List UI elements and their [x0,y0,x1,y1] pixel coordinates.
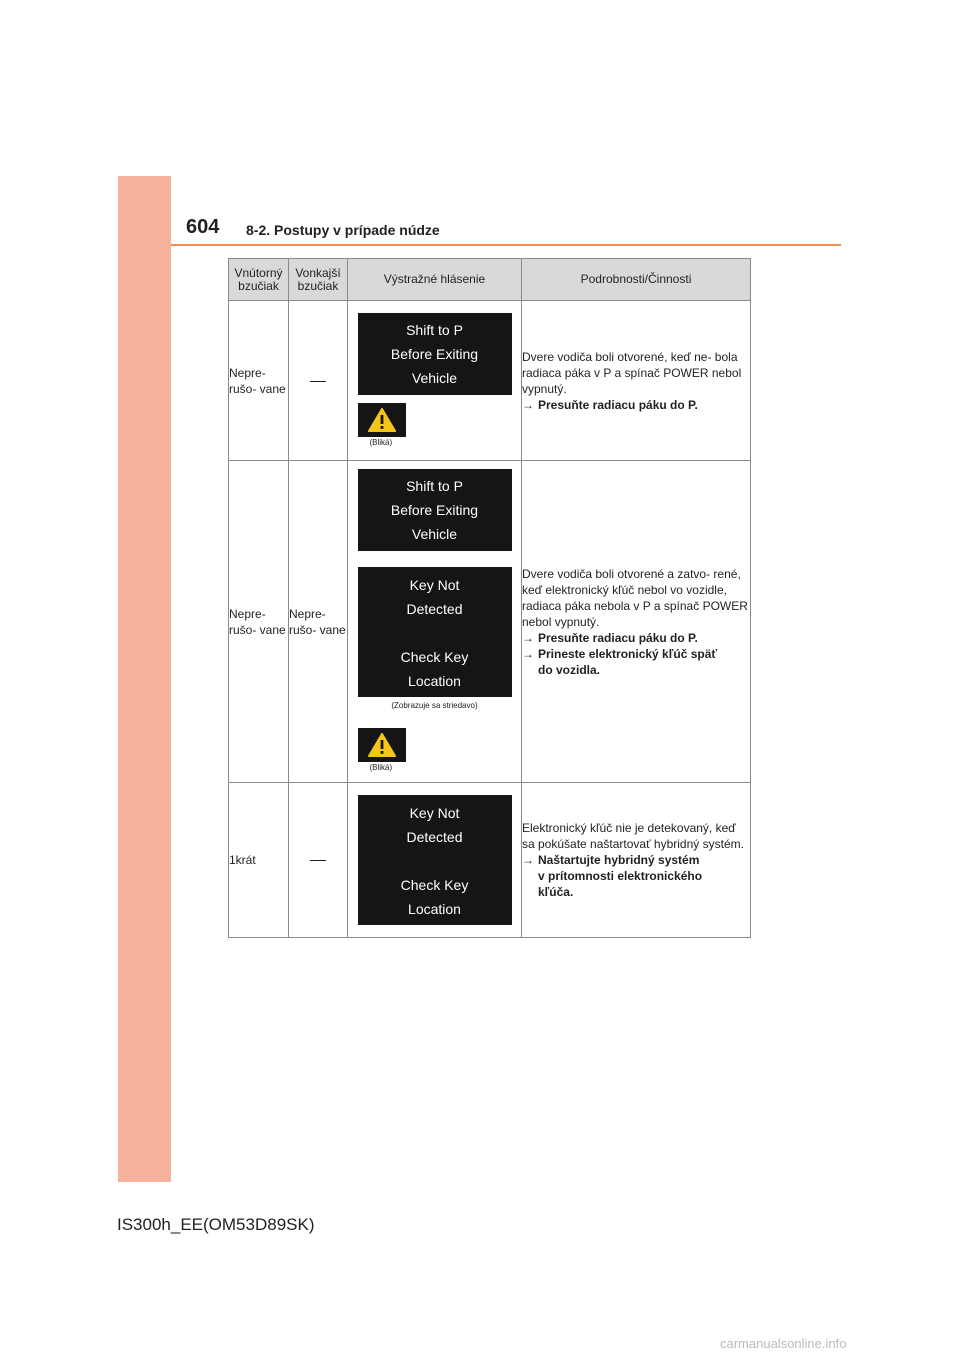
table-row [229,461,751,783]
message-line: Shift to P [406,478,463,494]
external-buzzer-cell [289,783,348,938]
message-line: Key Not [409,805,460,821]
external-buzzer-cell: Nepre- rušo- vane [289,461,348,783]
col-header-internal-buzzer: Vnútorný bzučiak [229,259,289,301]
details-cell [522,783,751,938]
watermark: carmanualsonline.info [720,1336,847,1351]
table-row [229,301,751,461]
message-line: Check Key [400,877,469,893]
page-number: 604 [186,216,220,238]
dash-mark [310,381,326,382]
message-line: Detected [406,829,463,845]
key-not-detected-message [358,567,512,697]
details-cell [522,461,751,783]
message-line: Location [408,673,461,689]
shift-to-p-message [358,469,512,551]
section-title: 8-2. Postupy v prípade núdze [246,222,440,238]
message-line: Location [408,901,461,917]
action-item-continuation: do vozidla. [538,662,601,677]
side-strip [118,176,171,1182]
header-rule [171,244,841,246]
col-header-details: Podrobnosti/Činnosti [522,259,751,301]
warning-icon-group [358,728,512,774]
action-item-continuation: v prítomnosti elektronického [538,869,703,883]
col-header-warning-message: Výstražné hlásenie [348,259,522,301]
message-line: Vehicle [411,526,458,542]
internal-buzzer-cell: 1krát [229,783,289,938]
blink-note: (Bliká) [369,437,393,447]
action-item: → Presuňte radiacu páku do P. [522,397,698,412]
message-line: Vehicle [411,369,458,386]
col-header-external-buzzer: Vonkajší bzučiak [289,259,348,301]
alternate-note: (Zobrazuje sa striedavo) [391,701,478,710]
warning-message-cell [348,301,522,461]
detail-text: Dvere vodiča boli otvorené a zatvo- rené, keď elektronický kľúč nebol vo vozidle, radiaca páka nebola v P a spínač POWER nebol vypnutý. [522,566,748,629]
detail-text: Elektronický kľúč nie je detekovaný, keď sa pokúšate naštartovať hybridný systém. [522,821,744,851]
message-line: Shift to P [406,321,463,338]
warning-table [228,258,751,938]
warning-triangle-icon [358,728,406,762]
action-item-continuation: kľúča. [538,885,574,899]
message-line: Key Not [409,577,460,593]
action-item: → Presuňte radiacu páku do P. [522,630,698,645]
key-not-detected-message [358,795,512,925]
detail-text: Dvere vodiča boli otvorené, keď ne- bola radiaca páka v P a spínač POWER nebol vypnutý. [522,349,742,396]
blink-note: (Bliká) [369,763,393,772]
details-cell [522,301,751,461]
action-item: → Naštartujte hybridný systém [522,853,700,867]
shift-to-p-message [358,313,512,395]
internal-buzzer-cell: Nepre- rušo- vane [229,461,289,783]
message-line: Before Exiting [390,345,479,362]
message-line: Detected [406,601,463,617]
warning-message-cell [348,783,522,938]
table-row [229,783,751,938]
warning-message-cell [348,461,522,783]
message-line: Before Exiting [390,502,479,518]
warning-triangle-icon [358,403,406,437]
external-buzzer-cell [289,301,348,461]
message-line: Check Key [400,649,469,665]
action-item: → Prineste elektronický kľúč späť [522,646,718,661]
warning-icon-group [358,403,512,449]
document-code: IS300h_EE(OM53D89SK) [117,1215,315,1234]
dash-mark [310,860,326,861]
internal-buzzer-cell: Nepre- rušo- vane [229,301,289,461]
table-header-row [229,259,751,301]
